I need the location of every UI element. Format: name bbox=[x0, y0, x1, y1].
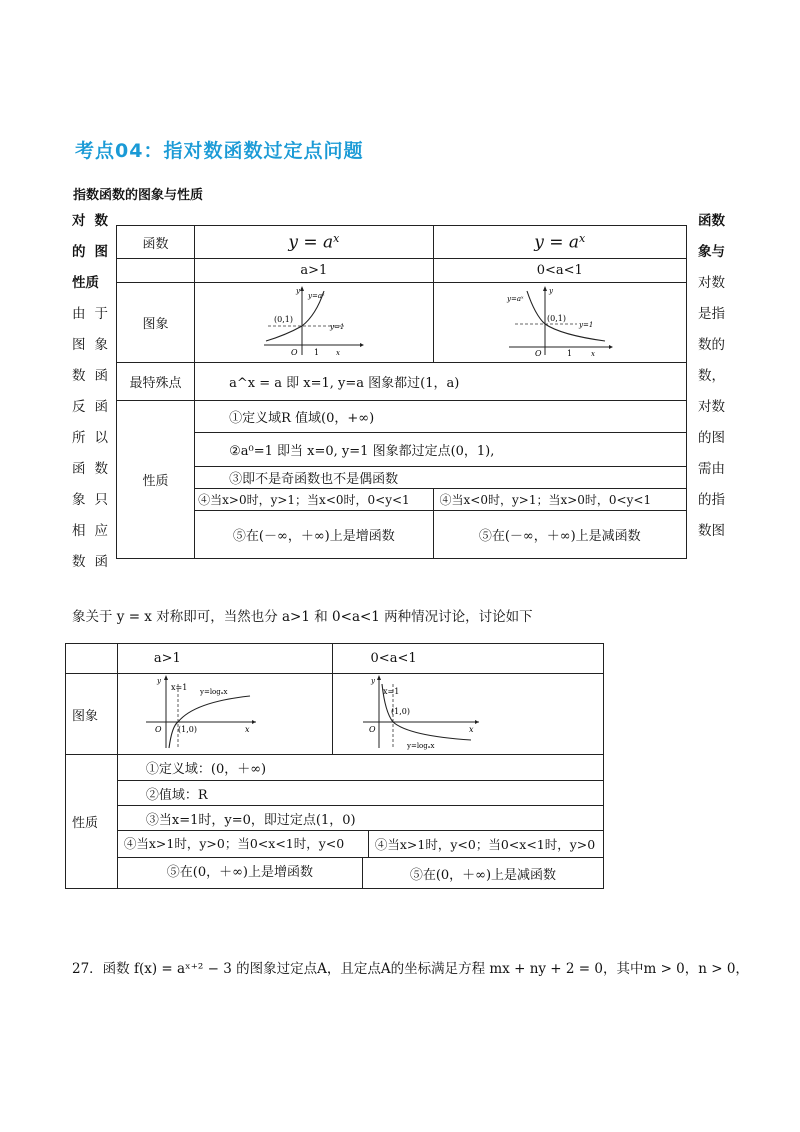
text-char: 的 bbox=[72, 244, 86, 260]
text-char: 函 bbox=[94, 368, 108, 384]
property-4-row bbox=[117, 831, 603, 858]
row-label-graph: 图象 bbox=[66, 674, 118, 755]
property-4-a-lt-1: ④当x<0时，y>1；当x>0时，0<y<1 bbox=[433, 489, 686, 511]
text-char: 象 bbox=[94, 337, 108, 353]
curve-label: y=aˣ bbox=[506, 294, 524, 303]
property-2: ②值域：R bbox=[117, 781, 603, 806]
text-char: 图 bbox=[72, 337, 86, 353]
exp-curve bbox=[527, 291, 605, 341]
tick-one-label: 1 bbox=[566, 348, 572, 357]
property-4-a-gt-1: ④当x>1时，y>0；当0<x<1时，y<0 bbox=[118, 831, 369, 857]
curve-label: y=aˣ bbox=[307, 291, 325, 300]
exp-decreasing-plot bbox=[505, 285, 615, 357]
property-1: ①定义域R 值域(0，+∞) bbox=[195, 401, 687, 433]
x-label: x bbox=[335, 348, 340, 357]
property-5-a-gt-1: ⑤在(－∞，＋∞)上是增函数 bbox=[195, 511, 433, 559]
text-char: 性质 bbox=[72, 275, 99, 291]
text-char: 函 bbox=[94, 399, 108, 415]
exp-graph-decreasing bbox=[433, 283, 686, 363]
text-char: 对 bbox=[72, 213, 86, 229]
empty-cell bbox=[117, 259, 195, 283]
origin-label: O bbox=[154, 725, 162, 734]
text-line: 数， bbox=[698, 368, 725, 384]
row-label-graph: 图象 bbox=[117, 283, 195, 363]
exp-function-table bbox=[116, 225, 687, 559]
x1-label: x=1 bbox=[170, 683, 188, 692]
y-arrow bbox=[377, 675, 381, 680]
point-label: (0,1) bbox=[546, 313, 566, 323]
text-char: 象 bbox=[72, 492, 86, 508]
line-label: y=1 bbox=[329, 322, 345, 331]
text-char: 以 bbox=[94, 430, 108, 446]
text-char: 应 bbox=[94, 523, 108, 539]
property-5-a-gt-1: ⑤在(0，＋∞)上是增函数 bbox=[118, 858, 363, 888]
text-line: 的图 bbox=[698, 430, 725, 446]
text-char: 于 bbox=[94, 306, 108, 322]
header-function: 函数 bbox=[117, 226, 195, 259]
text-char: 图 bbox=[94, 244, 108, 260]
point-label: (0,1) bbox=[273, 314, 293, 324]
text-line: 的指 bbox=[698, 492, 725, 508]
property-3: ③即不是奇函数也不是偶函数 bbox=[195, 467, 687, 489]
header-eq-a-lt-1: $y = a^x$ bbox=[433, 226, 686, 259]
property-1: ①定义域：(0，＋∞) bbox=[117, 755, 603, 781]
transition-text: 象关于 y = x 对称即可，当然也分 a>1 和 0<a<1 两种情况讨论，讨论如下 bbox=[72, 609, 533, 625]
row-label-properties: 性质 bbox=[117, 401, 195, 559]
section-heading: 考点04：指对数函数过定点问题 bbox=[75, 140, 364, 162]
x-label: x bbox=[590, 349, 595, 357]
log-decreasing-plot bbox=[363, 674, 481, 750]
property-3: ③当x=1时，y=0，即过定点(1，0) bbox=[117, 806, 603, 831]
text-line: 需由 bbox=[698, 461, 725, 477]
y-arrow bbox=[300, 286, 304, 291]
text-line: 是指 bbox=[698, 306, 725, 322]
text-line: 数图 bbox=[698, 523, 725, 539]
empty-cell bbox=[66, 644, 118, 674]
special-point-text: a^x = a 即 x=1, y=a 图象都过(1，a) bbox=[195, 363, 687, 401]
tick-one-label: 1 bbox=[313, 347, 319, 357]
condition-a-lt-1: 0<a<1 bbox=[433, 259, 686, 283]
x-label: x bbox=[468, 725, 474, 734]
y-label: y bbox=[295, 286, 300, 295]
text-char: 只 bbox=[94, 492, 108, 508]
curve-label: y=logₐx bbox=[406, 742, 434, 750]
property-5-row bbox=[117, 858, 603, 889]
log-graph-increasing bbox=[117, 674, 332, 755]
x-arrow bbox=[360, 343, 364, 347]
origin-label: O bbox=[368, 725, 376, 734]
text-char: 数 bbox=[72, 368, 86, 384]
text-line: 对数 bbox=[698, 275, 725, 291]
left-text-column bbox=[72, 206, 108, 578]
x-label: x bbox=[244, 725, 250, 734]
row-label-properties: 性质 bbox=[66, 755, 118, 889]
property-2: ②a⁰=1 即当 x=0, y=1 图象都过定点(0，1), bbox=[195, 433, 687, 467]
x-arrow bbox=[252, 720, 256, 724]
log-graph-decreasing bbox=[332, 674, 603, 755]
x-arrow bbox=[475, 720, 479, 724]
text-char: 由 bbox=[72, 306, 86, 322]
text-line: 函数 bbox=[698, 213, 725, 229]
text-line: 象与 bbox=[698, 244, 725, 260]
curve-label: y=logₐx bbox=[199, 688, 228, 696]
exp-graph-increasing bbox=[195, 283, 433, 363]
property-4-a-lt-1: ④当x>1时，y<0；当0<x<1时，y>0 bbox=[374, 837, 596, 852]
origin-label: O bbox=[534, 348, 542, 357]
y-label: y bbox=[370, 677, 375, 685]
property-5-a-lt-1: ⑤在(－∞，＋∞)上是减函数 bbox=[433, 511, 686, 559]
text-line: 对数 bbox=[698, 399, 725, 415]
text-char: 数 bbox=[94, 213, 108, 229]
question-27: 27．函数 f(x) = aˣ⁺² − 3 的图象过定点A，且定点A的坐标满足方程 mx + ny + 2 = 0，其中m > 0，n > 0， bbox=[72, 961, 749, 977]
text-char: 函 bbox=[94, 554, 108, 570]
header-eq-a-gt-1: $y = a^x$ bbox=[195, 226, 433, 259]
condition-a-gt-1: a>1 bbox=[117, 644, 332, 674]
x1-label: x=1 bbox=[382, 687, 399, 696]
condition-a-lt-1: 0<a<1 bbox=[332, 644, 603, 674]
right-text-column bbox=[698, 206, 732, 547]
property-4-a-gt-1: ④当x>0时，y>1；当x<0时，0<y<1 bbox=[195, 489, 433, 511]
text-char: 数 bbox=[72, 554, 86, 570]
point-label: (1,0) bbox=[177, 725, 197, 734]
condition-a-gt-1: a>1 bbox=[195, 259, 433, 283]
x-arrow bbox=[609, 345, 613, 349]
log-increasing-plot bbox=[146, 674, 258, 750]
exp-increasing-plot bbox=[264, 285, 364, 357]
subsection-title: 指数函数的图象与性质 bbox=[73, 188, 204, 203]
y-arrow bbox=[164, 675, 168, 680]
point-label: (1,0) bbox=[390, 707, 410, 716]
y-arrow bbox=[543, 286, 547, 291]
row-label-special-point: 最特殊点 bbox=[117, 363, 195, 401]
log-function-table bbox=[65, 643, 604, 889]
text-char: 相 bbox=[72, 523, 86, 539]
text-char: 数 bbox=[94, 461, 108, 477]
line-label: y=1 bbox=[578, 320, 594, 329]
text-char: 所 bbox=[72, 430, 86, 446]
property-5-a-lt-1: ⑤在(0，＋∞)上是减函数 bbox=[409, 867, 557, 883]
y-label: y bbox=[548, 286, 553, 295]
text-char: 反 bbox=[72, 399, 86, 415]
text-char: 函 bbox=[72, 461, 86, 477]
text-line: 数的 bbox=[698, 337, 725, 353]
y-label: y bbox=[156, 677, 161, 685]
origin-label: O bbox=[290, 347, 298, 357]
